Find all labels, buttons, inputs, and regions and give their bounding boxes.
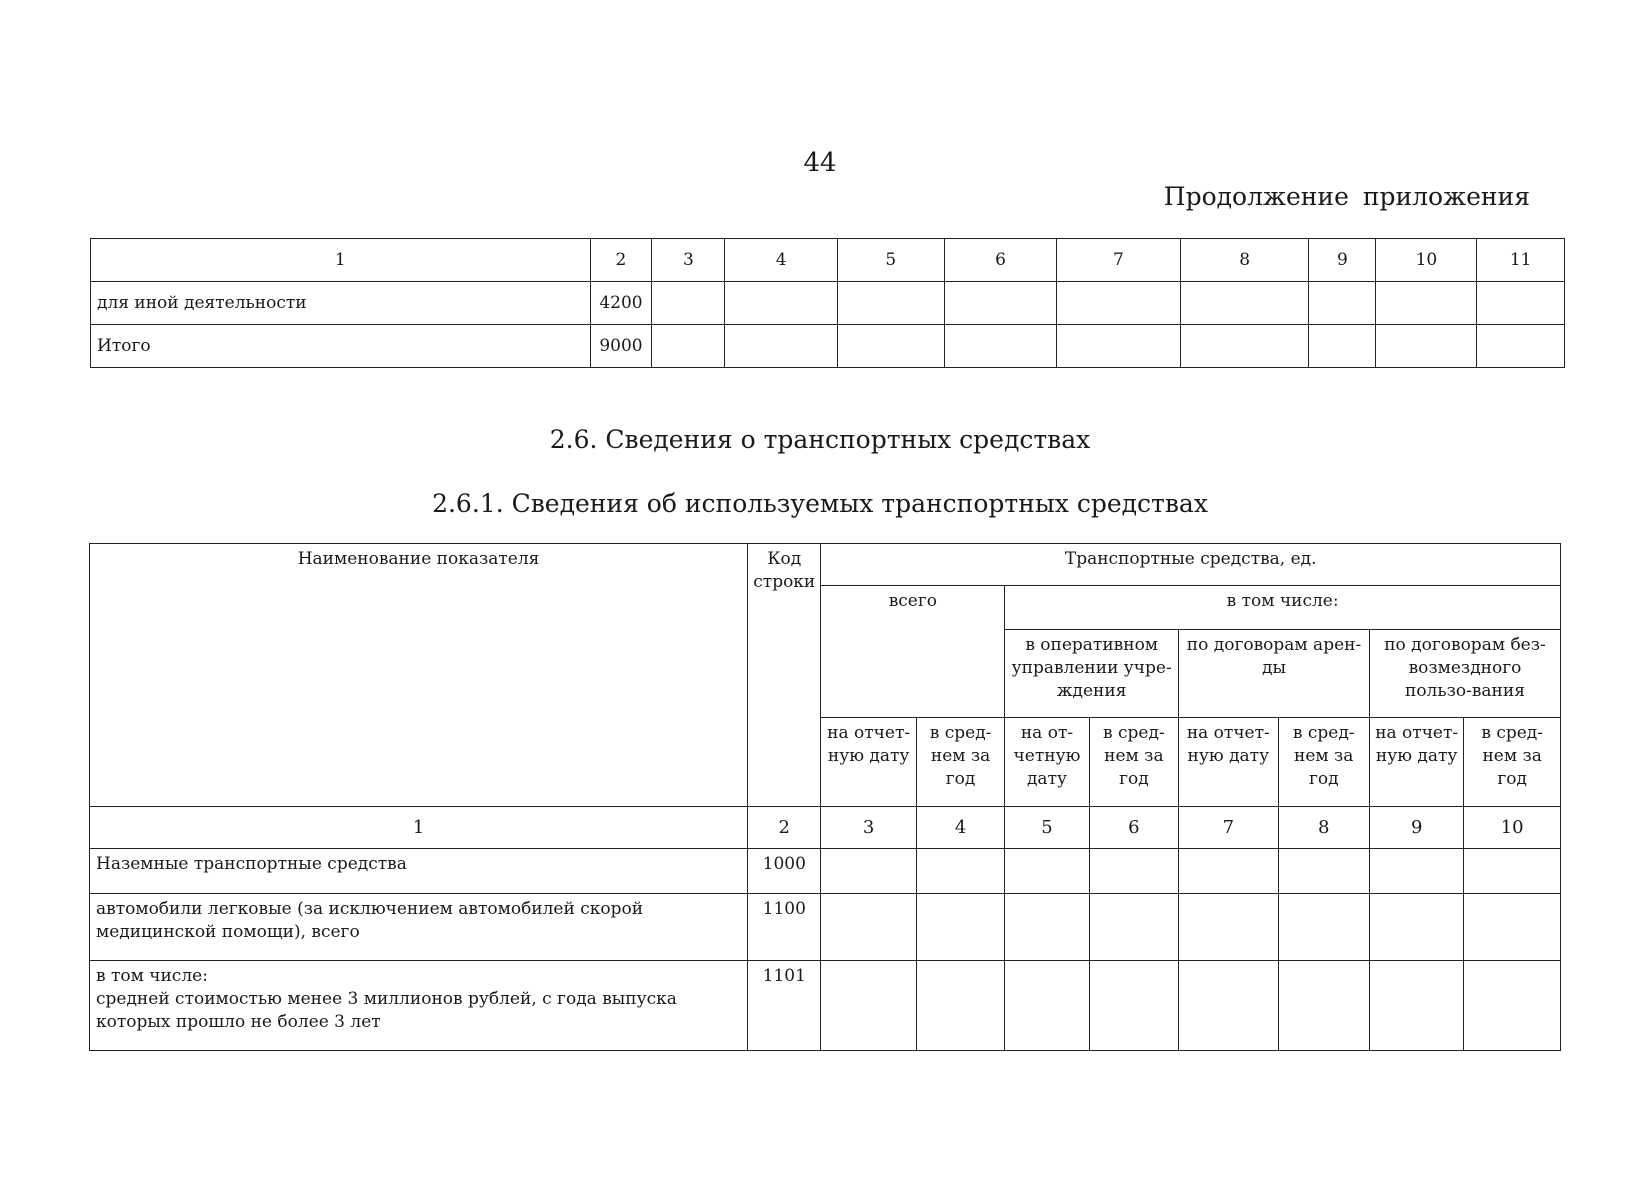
section-title: 2.6. Сведения о транспортных средствах bbox=[549, 425, 1091, 454]
row-code: 1101 bbox=[748, 961, 821, 1051]
empty-cell bbox=[1005, 849, 1089, 894]
column-number: 2 bbox=[748, 807, 821, 849]
empty-cell bbox=[725, 325, 837, 368]
empty-cell bbox=[1477, 282, 1565, 325]
column-number: 10 bbox=[1376, 239, 1477, 282]
column-number: 3 bbox=[652, 239, 725, 282]
empty-cell bbox=[944, 325, 1056, 368]
empty-cell bbox=[1369, 961, 1463, 1051]
empty-cell bbox=[1464, 849, 1561, 894]
transport-table bbox=[89, 543, 1561, 1051]
empty-cell bbox=[1278, 894, 1369, 961]
header-row-code: Код строки bbox=[748, 544, 821, 807]
empty-cell bbox=[1309, 282, 1376, 325]
row-code: 9000 bbox=[590, 325, 652, 368]
empty-cell bbox=[837, 282, 944, 325]
column-number: 9 bbox=[1309, 239, 1376, 282]
empty-cell bbox=[652, 325, 725, 368]
header-subcolumn: на отчет-ную дату bbox=[821, 718, 916, 807]
row-name-text: средней стоимостью менее 3 миллионов рублей, с года выпуска которых прошло не более 3 лет bbox=[96, 989, 677, 1032]
empty-cell bbox=[1089, 961, 1178, 1051]
empty-cell bbox=[944, 282, 1056, 325]
column-number: 4 bbox=[725, 239, 837, 282]
empty-cell bbox=[821, 894, 916, 961]
column-number: 8 bbox=[1278, 807, 1369, 849]
empty-cell bbox=[1477, 325, 1565, 368]
empty-cell bbox=[1180, 282, 1309, 325]
row-name: автомобили легковые (за исключением автомобилей скорой медицинской помощи), всего bbox=[90, 894, 748, 961]
empty-cell bbox=[1005, 894, 1089, 961]
empty-cell bbox=[1179, 849, 1278, 894]
row-name-prefix: в том числе: bbox=[96, 966, 208, 986]
empty-cell bbox=[1309, 325, 1376, 368]
column-number: 9 bbox=[1369, 807, 1463, 849]
empty-cell bbox=[1179, 961, 1278, 1051]
column-number-row bbox=[90, 807, 1561, 849]
continuation-label: Продолжение приложения bbox=[1163, 182, 1530, 211]
column-number: 7 bbox=[1179, 807, 1278, 849]
table-row bbox=[90, 894, 1561, 961]
header-subcolumn: на от-четную дату bbox=[1005, 718, 1089, 807]
empty-cell bbox=[1376, 282, 1477, 325]
header-indicator-name: Наименование показателя bbox=[90, 544, 748, 807]
table-row bbox=[91, 282, 1565, 325]
row-code: 1000 bbox=[748, 849, 821, 894]
empty-cell bbox=[725, 282, 837, 325]
empty-cell bbox=[1057, 325, 1181, 368]
empty-cell bbox=[1180, 325, 1309, 368]
column-number-row bbox=[91, 239, 1565, 282]
empty-cell bbox=[1278, 961, 1369, 1051]
column-number: 6 bbox=[1089, 807, 1178, 849]
header-operational-management: в оперативном управлении учре-ждения bbox=[1005, 630, 1179, 718]
empty-cell bbox=[916, 961, 1004, 1051]
empty-cell bbox=[837, 325, 944, 368]
header-free-use: по договорам без-возмездного пользо-вания bbox=[1369, 630, 1560, 718]
row-name: Итого bbox=[91, 325, 591, 368]
column-number: 7 bbox=[1057, 239, 1181, 282]
row-code: 4200 bbox=[590, 282, 652, 325]
table-row bbox=[91, 325, 1565, 368]
column-number: 1 bbox=[91, 239, 591, 282]
table-row bbox=[90, 961, 1561, 1051]
header-subcolumn: на отчет-ную дату bbox=[1179, 718, 1278, 807]
row-name bbox=[90, 961, 748, 1051]
subsection-title: 2.6.1. Сведения об используемых транспортных средствах bbox=[432, 489, 1208, 518]
empty-cell bbox=[821, 849, 916, 894]
header-total: всего bbox=[821, 586, 1005, 718]
column-number: 6 bbox=[944, 239, 1056, 282]
empty-cell bbox=[1089, 849, 1178, 894]
empty-cell bbox=[1369, 849, 1463, 894]
empty-cell bbox=[1278, 849, 1369, 894]
empty-cell bbox=[1179, 894, 1278, 961]
empty-cell bbox=[1089, 894, 1178, 961]
empty-cell bbox=[1376, 325, 1477, 368]
empty-cell bbox=[1464, 961, 1561, 1051]
empty-cell bbox=[1005, 961, 1089, 1051]
column-number: 10 bbox=[1464, 807, 1561, 849]
header-vehicles-units: Транспортные средства, ед. bbox=[821, 544, 1561, 586]
empty-cell bbox=[1464, 894, 1561, 961]
empty-cell bbox=[652, 282, 725, 325]
empty-cell bbox=[1057, 282, 1181, 325]
header-subcolumn: в сред-нем за год bbox=[1278, 718, 1369, 807]
column-number: 5 bbox=[1005, 807, 1089, 849]
header-subcolumn: в сред-нем за год bbox=[1089, 718, 1178, 807]
empty-cell bbox=[821, 961, 916, 1051]
header-lease: по договорам арен-ды bbox=[1179, 630, 1370, 718]
header-subcolumn: в сред-нем за год bbox=[916, 718, 1004, 807]
column-number: 11 bbox=[1477, 239, 1565, 282]
column-number: 4 bbox=[916, 807, 1004, 849]
column-number: 3 bbox=[821, 807, 916, 849]
row-code: 1100 bbox=[748, 894, 821, 961]
header-subcolumn: в сред-нем за год bbox=[1464, 718, 1561, 807]
column-number: 1 bbox=[90, 807, 748, 849]
empty-cell bbox=[916, 849, 1004, 894]
column-number: 5 bbox=[837, 239, 944, 282]
table-row bbox=[90, 849, 1561, 894]
row-name: для иной деятельности bbox=[91, 282, 591, 325]
column-number: 8 bbox=[1180, 239, 1309, 282]
empty-cell bbox=[916, 894, 1004, 961]
column-number: 2 bbox=[590, 239, 652, 282]
header-subcolumn: на отчет-ную дату bbox=[1369, 718, 1463, 807]
row-name: Наземные транспортные средства bbox=[90, 849, 748, 894]
page-number: 44 bbox=[803, 148, 837, 178]
empty-cell bbox=[1369, 894, 1463, 961]
previous-table bbox=[90, 238, 1565, 368]
header-including: в том числе: bbox=[1005, 586, 1561, 630]
